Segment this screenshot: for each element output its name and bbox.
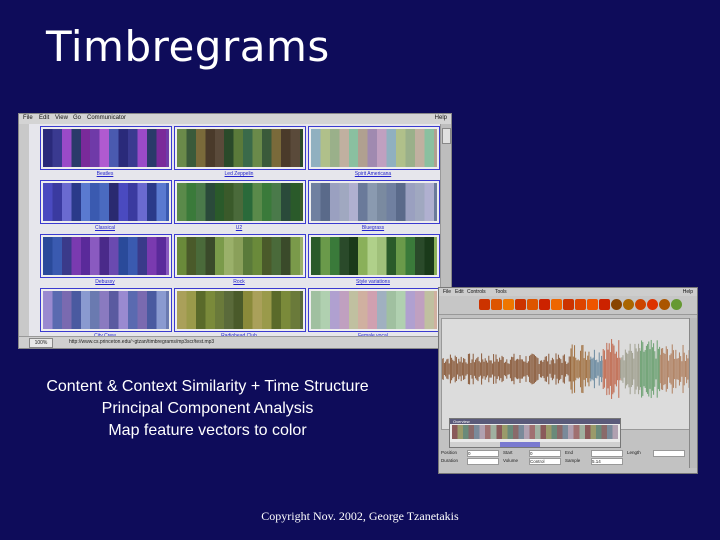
timbregram-thumbnail[interactable]: [174, 126, 306, 170]
editor-field-label: Volume: [503, 458, 519, 463]
menu-view[interactable]: View: [55, 115, 68, 121]
toolbar-button[interactable]: [635, 299, 646, 310]
slide-caption: [10, 376, 405, 442]
editor-toolbar: [439, 296, 697, 315]
timbregram-link[interactable]: Classical: [94, 225, 115, 231]
timbregram-link[interactable]: U2: [235, 225, 243, 231]
menu-file[interactable]: File: [23, 115, 33, 121]
status-bar: [19, 336, 451, 348]
overview-titlebar: [450, 419, 620, 424]
toolbar-button[interactable]: [599, 299, 610, 310]
timbregram-strip: [177, 237, 303, 275]
status-url: http://www.cs.princeton.edu/~gtzan/timbregrams/mp3scr/test.mp3: [69, 339, 215, 345]
editor-menu-help[interactable]: Help: [682, 289, 693, 295]
editor-fields: [439, 450, 689, 472]
editor-field-input[interactable]: 0: [529, 450, 561, 457]
timbregram-strip: [177, 291, 303, 329]
timbregram-strip: [311, 237, 437, 275]
timbregram-thumbnail[interactable]: [40, 126, 172, 170]
timbregram-strip: [177, 183, 303, 221]
editor-menu-file[interactable]: File: [443, 289, 452, 295]
editor-field-input[interactable]: 0: [467, 450, 499, 457]
timbregram-grid: [29, 124, 440, 336]
toolbar-button[interactable]: [527, 299, 538, 310]
timbregram-strip: [43, 291, 169, 329]
editor-field-input[interactable]: 5.14: [591, 458, 623, 465]
overview-scroll-thumb[interactable]: [500, 442, 540, 447]
timbregram-thumbnail[interactable]: [174, 234, 306, 278]
editor-field-label: End: [565, 450, 574, 455]
caption-line-2: Principal Component Analysis: [101, 400, 314, 417]
toolbar-button[interactable]: [623, 299, 634, 310]
overview-panel: [449, 418, 621, 448]
timbregram-thumbnail[interactable]: [40, 234, 172, 278]
toolbar-button[interactable]: [539, 299, 550, 310]
timbregram-link[interactable]: Bluegrass: [361, 225, 385, 231]
copyright-notice: Copyright Nov. 2002, George Tzanetakis: [261, 509, 459, 523]
timbregram-link[interactable]: Led Zeppelin: [224, 171, 254, 177]
waveform-view[interactable]: [441, 318, 691, 430]
timbregram-link[interactable]: Debussy: [95, 279, 115, 285]
menu-communicator[interactable]: Communicator: [87, 115, 127, 121]
editor-menu-controls[interactable]: Controls: [467, 289, 486, 295]
waveform: [442, 319, 690, 429]
timbregram-link[interactable]: Style variations: [356, 279, 390, 285]
editor-field-label: Start: [503, 450, 513, 455]
toolbar-button[interactable]: [647, 299, 658, 310]
caption-line-3: Map feature vectors to color: [108, 422, 307, 439]
menu-help[interactable]: Help: [434, 115, 447, 121]
timbregram-strip: [311, 183, 437, 221]
menu-go[interactable]: Go: [73, 115, 82, 121]
editor-field-input[interactable]: [467, 458, 499, 465]
caption-line-1: Content & Context Similarity + Time Structure: [46, 378, 369, 395]
toolbar-button[interactable]: [479, 299, 490, 310]
timbregram-thumbnail[interactable]: [308, 234, 440, 278]
toolbar-button[interactable]: [611, 299, 622, 310]
editor-field-label: Position: [441, 450, 458, 455]
editor-menubar: [439, 288, 697, 296]
editor-field-label: Sample: [565, 458, 581, 463]
audio-editor-screenshot: [438, 287, 698, 474]
timbregram-thumbnail[interactable]: [174, 288, 306, 332]
timbregram-strip: [311, 291, 437, 329]
slide-title: Timbregrams: [46, 22, 330, 71]
toolbar-button[interactable]: [491, 299, 502, 310]
editor-field-label: Length: [627, 450, 641, 455]
toolbar-button[interactable]: [659, 299, 670, 310]
timbregram-thumbnail[interactable]: [308, 180, 440, 224]
toolbar-button[interactable]: [515, 299, 526, 310]
timbregram-strip: [43, 129, 169, 167]
overview-timbregram: [452, 425, 618, 439]
timbregram-strip: [177, 129, 303, 167]
timbregram-strip: [311, 129, 437, 167]
toolbar-button[interactable]: [671, 299, 682, 310]
editor-field-input[interactable]: [653, 450, 685, 457]
timbregram-link[interactable]: Spirit Americana: [354, 171, 392, 177]
browser-menubar: [19, 114, 451, 124]
editor-menu-edit[interactable]: Edit: [455, 289, 464, 295]
timbregram-thumbnail[interactable]: [308, 126, 440, 170]
timbregram-strip: [43, 237, 169, 275]
toolbar-button[interactable]: [503, 299, 514, 310]
toolbar-button[interactable]: [551, 299, 562, 310]
zoom-level: 100%: [29, 338, 53, 348]
scroll-thumb[interactable]: [442, 128, 451, 144]
browser-screenshot: [18, 113, 452, 349]
timbregram-thumbnail[interactable]: [40, 288, 172, 332]
timbregram-thumbnail[interactable]: [174, 180, 306, 224]
editor-field-label: Duration: [441, 458, 459, 463]
toolbar-button[interactable]: [587, 299, 598, 310]
timbregram-thumbnail[interactable]: [40, 180, 172, 224]
toolbar-button[interactable]: [563, 299, 574, 310]
editor-field-input[interactable]: Control: [529, 458, 561, 465]
timbregram-link[interactable]: Beatles: [96, 171, 114, 177]
timbregram-strip: [43, 183, 169, 221]
editor-field-input[interactable]: [591, 450, 623, 457]
toolbar-button[interactable]: [575, 299, 586, 310]
editor-vertical-scrollbar[interactable]: [689, 318, 697, 468]
overview-title: Overview: [453, 419, 470, 424]
overview-scrollbar[interactable]: [450, 442, 620, 447]
timbregram-thumbnail[interactable]: [308, 288, 440, 332]
editor-menu-tools[interactable]: Tools: [495, 289, 507, 295]
menu-edit[interactable]: Edit: [39, 115, 50, 121]
timbregram-link[interactable]: Rock: [233, 279, 245, 285]
